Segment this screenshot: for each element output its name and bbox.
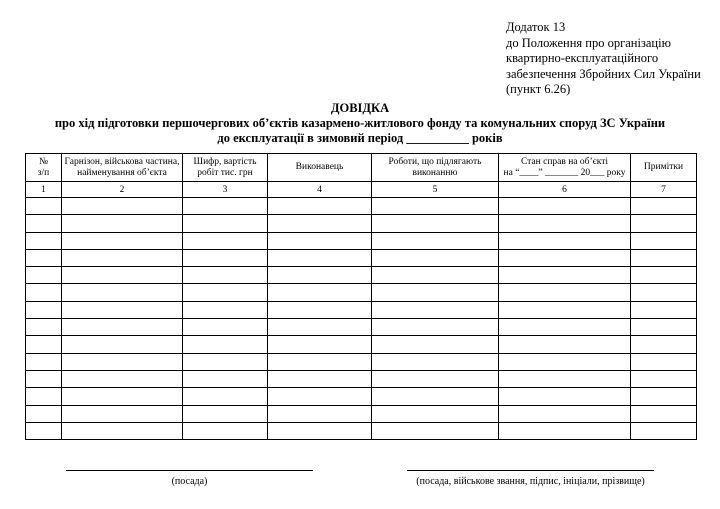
table-cell <box>372 232 499 249</box>
annex-line: забезпечення Збройних Сил України <box>506 66 701 81</box>
signature-line-position <box>66 470 313 471</box>
table-cell <box>183 336 268 353</box>
table-cell <box>62 215 183 232</box>
header-cell-executor: Виконавець <box>268 154 372 182</box>
table-cell <box>62 284 183 301</box>
title-heading: ДОВІДКА <box>330 101 390 115</box>
table-cell <box>372 370 499 387</box>
table-cell <box>631 319 697 336</box>
table-row <box>26 215 697 232</box>
column-number: 6 <box>499 182 631 198</box>
table-cell <box>26 232 62 249</box>
table-cell <box>372 284 499 301</box>
table-cell <box>499 336 631 353</box>
header-cell-cipher-cost: Шифр, вартість робіт тис. грн <box>183 154 268 182</box>
title-period: до експлуатації в зимовий період __________ років <box>217 131 503 145</box>
column-number: 4 <box>268 182 372 198</box>
table-cell <box>268 405 372 422</box>
table-cell <box>499 370 631 387</box>
header-row <box>26 154 697 182</box>
table-cell <box>268 267 372 284</box>
header-cell-works: Роботи, що підлягають виконанню <box>372 154 499 182</box>
table-cell <box>62 405 183 422</box>
table-cell <box>183 284 268 301</box>
table-cell <box>26 405 62 422</box>
table-row <box>26 249 697 266</box>
annex-line: квартирно-експлуатаційного <box>506 51 659 66</box>
table-cell <box>183 301 268 318</box>
table-cell <box>499 301 631 318</box>
table-cell <box>26 336 62 353</box>
table-cell <box>183 249 268 266</box>
report-table <box>25 153 697 440</box>
table-cell <box>372 267 499 284</box>
table-cell <box>499 405 631 422</box>
table-cell <box>268 284 372 301</box>
table-row <box>26 232 697 249</box>
table-cell <box>62 370 183 387</box>
table-cell <box>372 353 499 370</box>
table-cell <box>26 319 62 336</box>
table-cell <box>183 422 268 439</box>
table-cell <box>26 301 62 318</box>
table-cell <box>183 388 268 405</box>
signature-label-full: (посада, військове звання, підпис, ініціали, прізвище) <box>416 476 645 487</box>
table-cell <box>499 422 631 439</box>
table-cell <box>499 353 631 370</box>
table-cell <box>372 215 499 232</box>
table-cell <box>183 353 268 370</box>
table-cell <box>631 284 697 301</box>
table-cell <box>499 284 631 301</box>
table-cell <box>372 336 499 353</box>
header-cell-number: № з/п <box>26 154 62 182</box>
table-cell <box>372 301 499 318</box>
table-cell <box>62 319 183 336</box>
table-cell <box>62 336 183 353</box>
column-number-row <box>26 182 697 198</box>
table-cell <box>183 370 268 387</box>
table-cell <box>631 249 697 266</box>
table-row <box>26 284 697 301</box>
annex-line: Додаток 13 <box>506 20 566 34</box>
signature-label-position: (посада) <box>171 476 208 487</box>
table-row <box>26 301 697 318</box>
table-cell <box>631 353 697 370</box>
table-cell <box>62 301 183 318</box>
table-cell <box>372 422 499 439</box>
table-cell <box>372 388 499 405</box>
table-cell <box>268 353 372 370</box>
table-cell <box>631 301 697 318</box>
document-title <box>0 101 720 146</box>
table-cell <box>372 319 499 336</box>
column-number: 7 <box>631 182 697 198</box>
table-cell <box>26 284 62 301</box>
table-row <box>26 267 697 284</box>
table-cell <box>499 198 631 215</box>
table-cell <box>372 249 499 266</box>
table-row <box>26 405 697 422</box>
table-cell <box>62 249 183 266</box>
table-cell <box>268 301 372 318</box>
table-row <box>26 319 697 336</box>
table-cell <box>268 232 372 249</box>
table-cell <box>499 249 631 266</box>
table-cell <box>26 388 62 405</box>
table-cell <box>62 388 183 405</box>
table-cell <box>631 198 697 215</box>
table-cell <box>499 319 631 336</box>
title-subject: про хід підготовки першочергових об’єктів казармено-житлового фонду та комунальних споруд ЗС України <box>54 116 666 130</box>
table-cell <box>631 267 697 284</box>
header-cell-garrison: Гарнізон, військова частина, найменування об’єкта <box>62 154 183 182</box>
table-row <box>26 353 697 370</box>
table-cell <box>183 405 268 422</box>
header-cell-status: Стан справ на об’єкті на “____” _______ 20___ року <box>499 154 631 182</box>
annex-note <box>506 20 716 98</box>
table-cell <box>62 232 183 249</box>
table-cell <box>499 388 631 405</box>
table-row <box>26 388 697 405</box>
table-cell <box>183 319 268 336</box>
table-row <box>26 370 697 387</box>
column-number: 3 <box>183 182 268 198</box>
table-cell <box>499 215 631 232</box>
table-cell <box>268 388 372 405</box>
table-cell <box>268 319 372 336</box>
signature-line-full <box>407 470 654 471</box>
table-cell <box>268 336 372 353</box>
column-number: 2 <box>62 182 183 198</box>
table-cell <box>631 405 697 422</box>
table-cell <box>499 232 631 249</box>
table-cell <box>372 405 499 422</box>
column-number: 5 <box>372 182 499 198</box>
table-row <box>26 422 697 439</box>
header-cell-notes: Примітки <box>631 154 697 182</box>
table-cell <box>631 422 697 439</box>
table-cell <box>499 267 631 284</box>
table-cell <box>631 336 697 353</box>
table-cell <box>26 422 62 439</box>
table-cell <box>26 267 62 284</box>
table-cell <box>183 267 268 284</box>
table-cell <box>62 267 183 284</box>
table-cell <box>26 198 62 215</box>
table-cell <box>268 249 372 266</box>
table-cell <box>62 353 183 370</box>
table-cell <box>631 388 697 405</box>
annex-line: до Положення про організацію <box>506 35 671 50</box>
table-cell <box>268 370 372 387</box>
table-row <box>26 336 697 353</box>
table-cell <box>183 198 268 215</box>
table-cell <box>62 198 183 215</box>
table-cell <box>183 232 268 249</box>
annex-line: (пункт 6.26) <box>506 82 571 97</box>
table-cell <box>268 422 372 439</box>
table-cell <box>26 215 62 232</box>
table-row <box>26 198 697 215</box>
table-cell <box>631 232 697 249</box>
column-number: 1 <box>26 182 62 198</box>
table-cell <box>62 422 183 439</box>
table-cell <box>26 249 62 266</box>
table-cell <box>631 215 697 232</box>
table-cell <box>26 370 62 387</box>
table-cell <box>26 353 62 370</box>
table-cell <box>183 215 268 232</box>
table-cell <box>268 198 372 215</box>
table-cell <box>631 370 697 387</box>
table-cell <box>372 198 499 215</box>
table-cell <box>268 215 372 232</box>
